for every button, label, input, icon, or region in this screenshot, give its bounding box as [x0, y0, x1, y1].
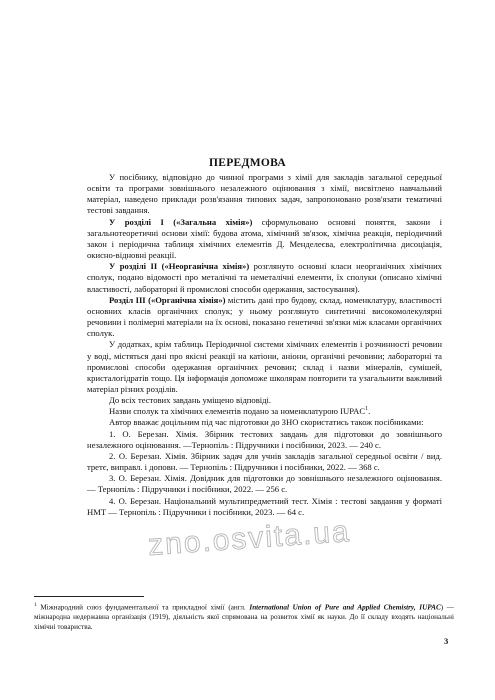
- nomenclature-period: .: [368, 406, 371, 417]
- paragraph-answers: До всіх тестових завдань уміщено відповіді.: [109, 395, 272, 406]
- footnote-ref: 1: [365, 406, 369, 413]
- paragraph-section-1: [87, 217, 442, 262]
- page-title: ПЕРЕДМОВА: [209, 157, 286, 169]
- paragraph-appendices: У додатках, крім таблиць Періодичної системи хімічних елементів і розчинності речовин у воді, містяться дані про якісні реакції на катіони, аніони, органічні речовини; лабораторні та промислові способи одержання органічних речовин; склад і назви мінералів, сумішей, кристалогідратів тощо. Ця інформація допоможе школярам повторити та узагальнити важливий матеріал різних розділів.: [87, 339, 442, 394]
- page-number: 3: [444, 636, 449, 646]
- section-1-text: сформульовано основні поняття, закони і загальнотеоретичні основи хімії: будова атома, хімічний зв'язок, хімічна реакція, періодичний закон і періодична таблиця хімічних елементів Д. Менделеєва, електролітична дисоціація, окисно-відновні реакції.: [87, 216, 442, 261]
- paragraph-recommendation: Автор вважає доцільним під час підготовки до ЗНО скористатись також посібниками:: [109, 417, 424, 428]
- section-1-lead: У розділі I («Загальна хімія»): [109, 216, 253, 227]
- paragraph-section-2: [87, 261, 442, 294]
- reference-item: 3. О. Березан. Хімія. Довідник для підготовки до зовнішнього незалежного оцінювання. — Тернопіль : Підручники і посібники, 2022. — 256 с.: [87, 473, 442, 495]
- section-2-lead: У розділі II («Неорганічна хімія»): [109, 261, 250, 272]
- footnote-english-name: International Union of Pure and Applied Chemistry, IUPAC: [249, 603, 441, 612]
- section-2-text: розглянуто основні класи неорганічних хімічних сполук, подано відомості про металічні та неметалічні елементи, їх сполуки (описано хімічні властивості, лабораторні й промислові способи одержання, застосування).: [87, 261, 442, 294]
- reference-item: 2. О. Березан. Хімія. Збірник задач для учнів закладів загальної середньої освіти / вид. третє, виправл. і доповн. — Тернопіль : Підручники і посібники, 2022. — 368 с.: [87, 450, 442, 473]
- footnote-text-after: ) — міжнародна недержавна організація (1919), діяльність якої спрямована на розвиток хімії як науки. До її складу входять національні хімічні товариства.: [34, 603, 454, 631]
- footnote: [34, 601, 454, 632]
- reference-item: 1. О. Березан. Хімія. Збірник тестових завдань для підготовки до зовнішнього незалежного оцінювання. —Тернопіль : Підручники і посібники, 2023. — 240 с.: [87, 428, 442, 450]
- section-3-text: містить дані про будову, склад, номенклатуру, властивості основних класів органічних сполук; у ньому розглянуто синтетичні високомолекулярні речовини і полімерні матеріали на їх основі, показано генетичні зв'язки між класами органічних сполук.: [87, 294, 442, 339]
- footnote-marker: 1: [34, 602, 37, 608]
- nomenclature-text: Назви сполук та хімічних елементів подано за номенклатурою IUPAC: [109, 406, 366, 417]
- section-3-lead: Розділ III («Органічна хімія»): [109, 294, 226, 305]
- watermark-text: zno.osvita.ua: [147, 514, 352, 563]
- footnote-text-before: Міжнародний союз фундаментальної та прикладної хімії (англ.: [36, 603, 250, 612]
- footnote-divider: [34, 596, 144, 597]
- reference-item: 4. О. Березан. Національний мультипредметний тест. Хімія : тестові завдання у форматі НМТ — Тернопіль : Підручники і посібники, 2023. — 64 с.: [87, 495, 442, 517]
- paragraph-section-3: [87, 295, 442, 340]
- paragraph-nomenclature: [87, 406, 442, 417]
- body-text: [87, 172, 442, 518]
- paragraph-intro: У посібнику, відповідно до чинної програми з хімії для закладів загальної середньої освіти та програми зовнішнього незалежного оцінювання з хімії, висвітлено навчальний матеріал, наведено приклади розв'язання типових задач, запропоновано розв'язати тематичні тестові завдання.: [87, 172, 442, 216]
